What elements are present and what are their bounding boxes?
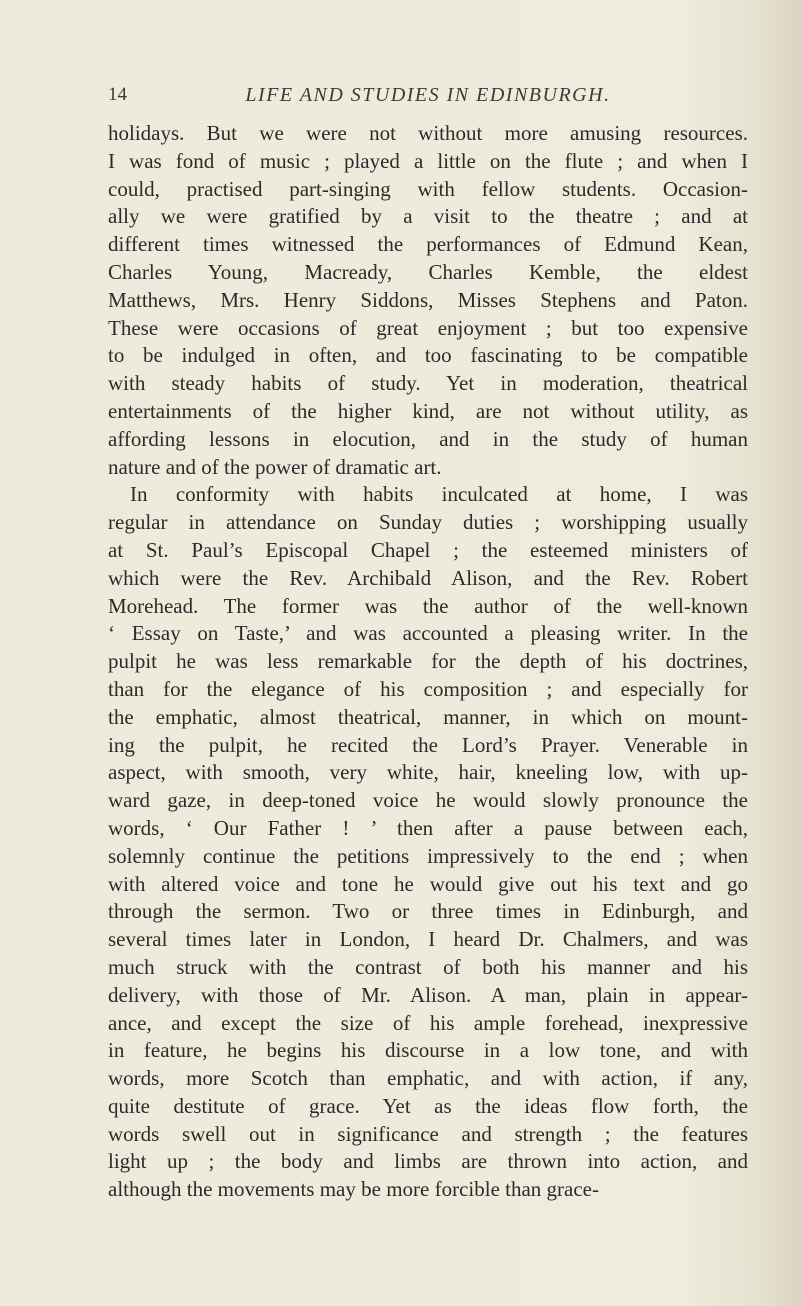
- text-line: delivery, with those of Mr. Alison. A man, plain in appear-: [108, 982, 748, 1007]
- body-text: [108, 120, 748, 1204]
- text-line: affording lessons in elocution, and in the study of human: [108, 426, 748, 451]
- text-line: the emphatic, almost theatrical, manner, in which on mount-: [108, 704, 748, 729]
- page-header: [108, 84, 748, 114]
- text-line: entertainments of the higher kind, are not without utility, as: [108, 398, 748, 423]
- text-line: These were occasions of great enjoyment ; but too expensive: [108, 315, 748, 340]
- text-line: different times witnessed the performances of Edmund Kean,: [108, 232, 748, 257]
- text-line: pulpit he was less remarkable for the depth of his doctrines,: [108, 649, 748, 674]
- text-line: than for the elegance of his composition ; and especially for: [108, 676, 748, 701]
- text-line: words, ‘ Our Father ! ’ then after a pause between each,: [108, 815, 748, 840]
- text-line: regular in attendance on Sunday duties ; worshipping usually: [108, 510, 748, 535]
- text-line: much struck with the contrast of both his manner and his: [108, 954, 748, 979]
- text-line: Matthews, Mrs. Henry Siddons, Misses Stephens and Paton.: [108, 287, 748, 312]
- text-line: with altered voice and tone he would give out his text and go: [108, 871, 748, 896]
- running-title: LIFE AND STUDIES IN EDINBURGH.: [245, 84, 611, 106]
- text-line: I was fond of music ; played a little on the flute ; and when I: [108, 148, 748, 173]
- text-line: with steady habits of study. Yet in moderation, theatrical: [108, 371, 748, 396]
- text-line: light up ; the body and limbs are thrown into action, and: [108, 1149, 748, 1174]
- text-line: aspect, with smooth, very white, hair, kneeling low, with up-: [108, 760, 748, 785]
- text-line: solemnly continue the petitions impressively to the end ; when: [108, 843, 748, 868]
- text-line: In conformity with habits inculcated at home, I was: [130, 482, 748, 507]
- text-line: several times later in London, I heard Dr. Chalmers, and was: [108, 927, 748, 952]
- text-line: in feature, he begins his discourse in a low tone, and with: [108, 1038, 748, 1063]
- text-line: which were the Rev. Archibald Alison, and the Rev. Robert: [108, 565, 748, 590]
- text-line: through the sermon. Two or three times in Edinburgh, and: [108, 899, 748, 924]
- text-line: at St. Paul’s Episcopal Chapel ; the esteemed ministers of: [108, 537, 748, 562]
- text-line: Morehead. The former was the author of the well-known: [108, 593, 748, 618]
- text-line: quite destitute of grace. Yet as the ideas flow forth, the: [108, 1093, 748, 1118]
- text-line: ally we were gratified by a visit to the theatre ; and at: [108, 204, 748, 229]
- text-line: although the movements may be more forcible than grace-: [108, 1177, 599, 1202]
- page-number: 14: [108, 84, 127, 105]
- text-line: words, more Scotch than emphatic, and with action, if any,: [108, 1066, 748, 1091]
- text-line: ing the pulpit, he recited the Lord’s Prayer. Venerable in: [108, 732, 748, 757]
- text-line: ward gaze, in deep-toned voice he would slowly pronounce the: [108, 788, 748, 813]
- paragraph: [108, 120, 748, 481]
- text-line: to be indulged in often, and too fascinating to be compatible: [108, 343, 748, 368]
- text-line: ance, and except the size of his ample forehead, inexpressive: [108, 1010, 748, 1035]
- text-line: ‘ Essay on Taste,’ and was accounted a pleasing writer. In the: [108, 621, 748, 646]
- text-line: holidays. But we were not without more amusing resources.: [108, 121, 748, 145]
- paragraph: [108, 481, 748, 1204]
- text-line: Charles Young, Macready, Charles Kemble, the eldest: [108, 259, 748, 284]
- text-line: words swell out in significance and strength ; the features: [108, 1121, 748, 1146]
- text-line: nature and of the power of dramatic art.: [108, 454, 442, 479]
- text-line: could, practised part-singing with fellow students. Occasion-: [108, 176, 748, 201]
